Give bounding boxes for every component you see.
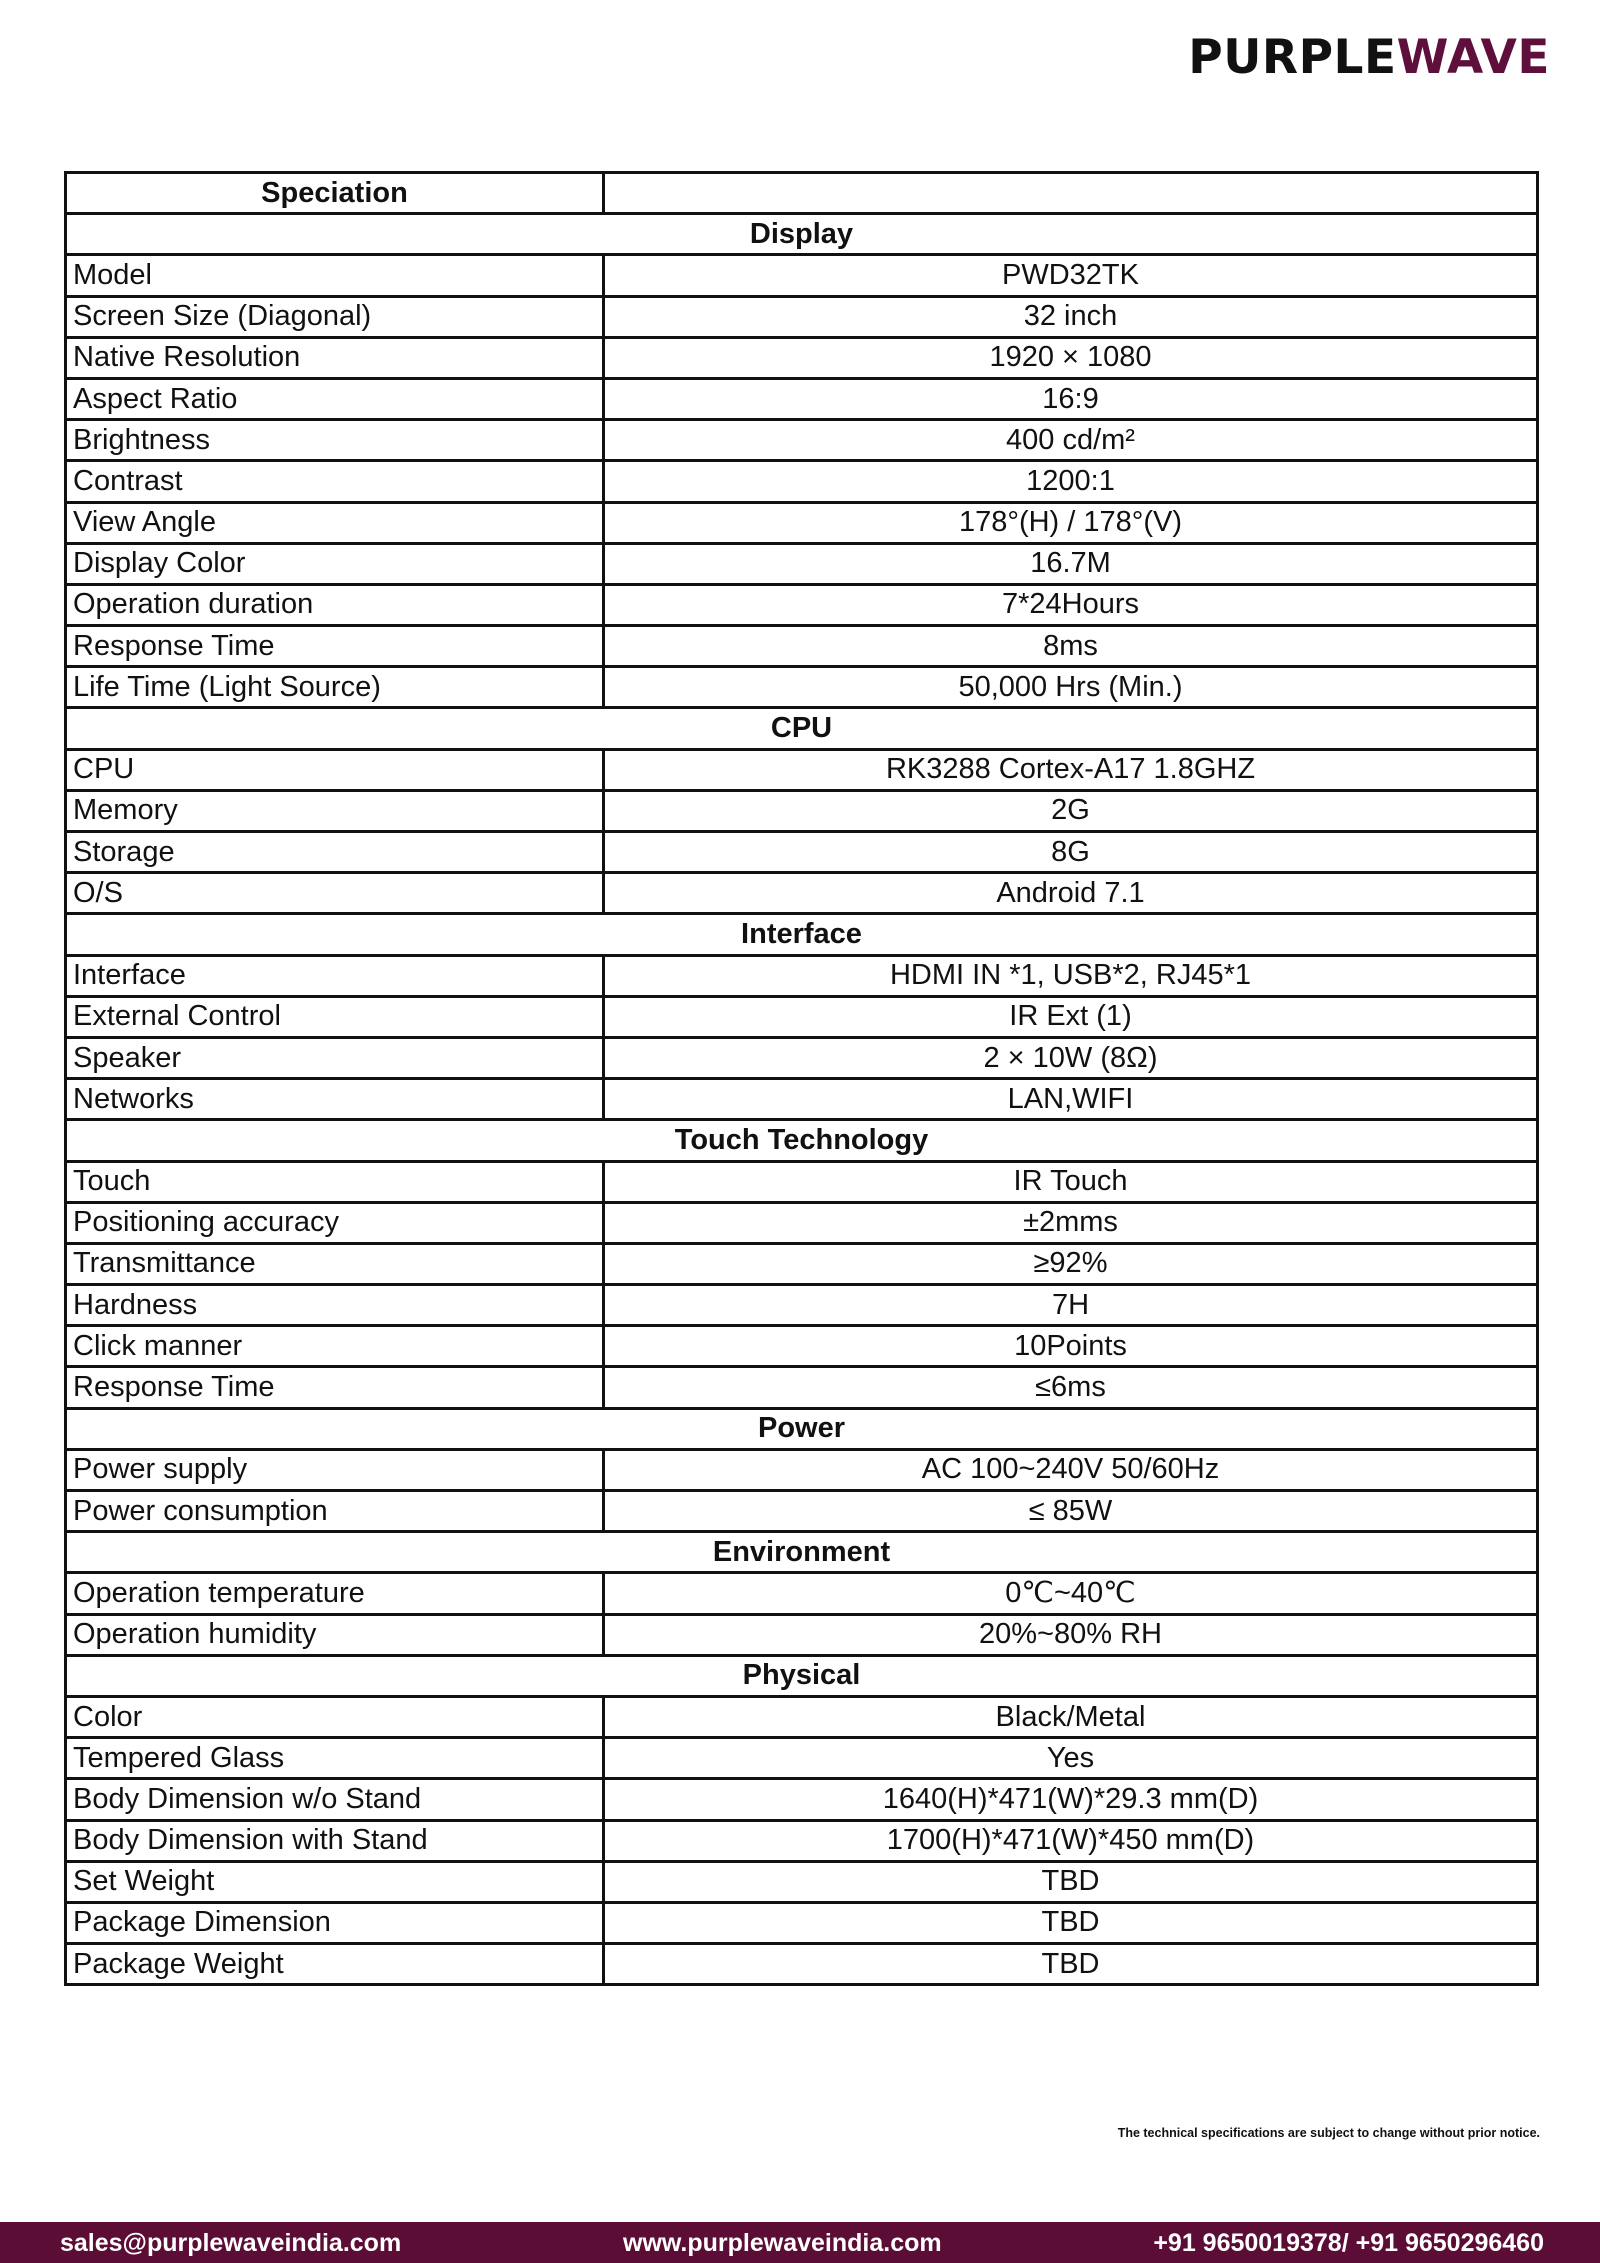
table-row xyxy=(66,296,1538,337)
spec-label: Screen Size (Diagonal) xyxy=(66,296,604,337)
spec-value: 2 × 10W (8Ω) xyxy=(604,1037,1538,1078)
spec-label: Power supply xyxy=(66,1449,604,1490)
section-row xyxy=(66,708,1538,749)
spec-label: Response Time xyxy=(66,1367,604,1408)
spec-label: O/S xyxy=(66,873,604,914)
spec-label: Body Dimension with Stand xyxy=(66,1820,604,1861)
table-row xyxy=(66,626,1538,667)
spec-label: Brightness xyxy=(66,420,604,461)
specification-table xyxy=(64,171,1539,1986)
spec-label: Native Resolution xyxy=(66,337,604,378)
spec-label: Set Weight xyxy=(66,1861,604,1902)
section-row xyxy=(66,914,1538,955)
spec-value: LAN,WIFI xyxy=(604,1079,1538,1120)
spec-label: Operation duration xyxy=(66,584,604,625)
spec-value: AC 100~240V 50/60Hz xyxy=(604,1449,1538,1490)
section-title: CPU xyxy=(66,708,1538,749)
spec-value: 20%~80% RH xyxy=(604,1614,1538,1655)
spec-value: RK3288 Cortex-A17 1.8GHZ xyxy=(604,749,1538,790)
table-row xyxy=(66,1202,1538,1243)
table-header-row xyxy=(66,173,1538,214)
header-speciation: Speciation xyxy=(66,173,604,214)
section-row xyxy=(66,214,1538,255)
section-title: Touch Technology xyxy=(66,1120,1538,1161)
section-title: Physical xyxy=(66,1655,1538,1696)
table-row xyxy=(66,420,1538,461)
spec-label: Touch xyxy=(66,1161,604,1202)
spec-label: Memory xyxy=(66,790,604,831)
footer-phone[interactable]: +91 9650019378/ +91 9650296460 xyxy=(1153,2229,1544,2257)
section-title: Environment xyxy=(66,1532,1538,1573)
spec-value: 1920 × 1080 xyxy=(604,337,1538,378)
table-row xyxy=(66,1161,1538,1202)
spec-value: IR Ext (1) xyxy=(604,996,1538,1037)
section-row xyxy=(66,1408,1538,1449)
table-row xyxy=(66,1944,1538,1985)
spec-label: Power consumption xyxy=(66,1491,604,1532)
table-row xyxy=(66,1243,1538,1284)
table-row xyxy=(66,1696,1538,1737)
spec-value: 7H xyxy=(604,1285,1538,1326)
spec-value: ≥92% xyxy=(604,1243,1538,1284)
spec-label: Body Dimension w/o Stand xyxy=(66,1779,604,1820)
table-row xyxy=(66,1326,1538,1367)
footer-website[interactable]: www.purplewaveindia.com xyxy=(623,2229,942,2257)
table-row xyxy=(66,461,1538,502)
table-row xyxy=(66,502,1538,543)
spec-value: 2G xyxy=(604,790,1538,831)
spec-label: Contrast xyxy=(66,461,604,502)
spec-label: Operation humidity xyxy=(66,1614,604,1655)
table-row xyxy=(66,1491,1538,1532)
table-row xyxy=(66,1779,1538,1820)
spec-label: External Control xyxy=(66,996,604,1037)
spec-value: 7*24Hours xyxy=(604,584,1538,625)
spec-label: Positioning accuracy xyxy=(66,1202,604,1243)
spec-value: PWD32TK xyxy=(604,255,1538,296)
spec-value: 50,000 Hrs (Min.) xyxy=(604,667,1538,708)
section-title: Power xyxy=(66,1408,1538,1449)
spec-label: Tempered Glass xyxy=(66,1738,604,1779)
spec-value: 10Points xyxy=(604,1326,1538,1367)
spec-value: 8ms xyxy=(604,626,1538,667)
table-row xyxy=(66,1037,1538,1078)
spec-label: Package Weight xyxy=(66,1944,604,1985)
table-row xyxy=(66,667,1538,708)
table-row xyxy=(66,543,1538,584)
table-row xyxy=(66,1861,1538,1902)
table-row xyxy=(66,996,1538,1037)
brand-logo xyxy=(1188,30,1550,85)
table-row xyxy=(66,955,1538,996)
spec-label: Operation temperature xyxy=(66,1573,604,1614)
spec-value: HDMI IN *1, USB*2, RJ45*1 xyxy=(604,955,1538,996)
logo-text-purple: PURPLE xyxy=(1188,30,1397,85)
spec-value: TBD xyxy=(604,1944,1538,1985)
table-row xyxy=(66,1614,1538,1655)
spec-label: Package Dimension xyxy=(66,1902,604,1943)
spec-label: CPU xyxy=(66,749,604,790)
table-row xyxy=(66,873,1538,914)
spec-value: ±2mms xyxy=(604,1202,1538,1243)
spec-label: Speaker xyxy=(66,1037,604,1078)
table-row xyxy=(66,1573,1538,1614)
spec-value: 16:9 xyxy=(604,378,1538,419)
spec-label: Response Time xyxy=(66,626,604,667)
spec-value: TBD xyxy=(604,1902,1538,1943)
spec-value: TBD xyxy=(604,1861,1538,1902)
spec-label: Aspect Ratio xyxy=(66,378,604,419)
section-title: Interface xyxy=(66,914,1538,955)
table-row xyxy=(66,584,1538,625)
spec-value: 1640(H)*471(W)*29.3 mm(D) xyxy=(604,1779,1538,1820)
table-row xyxy=(66,378,1538,419)
spec-value: 8G xyxy=(604,832,1538,873)
spec-label: Hardness xyxy=(66,1285,604,1326)
spec-label: Life Time (Light Source) xyxy=(66,667,604,708)
spec-value: 1700(H)*471(W)*450 mm(D) xyxy=(604,1820,1538,1861)
table-row xyxy=(66,1902,1538,1943)
spec-label: Color xyxy=(66,1696,604,1737)
spec-value: 1200:1 xyxy=(604,461,1538,502)
table-row xyxy=(66,1820,1538,1861)
spec-label: Storage xyxy=(66,832,604,873)
spec-value: 400 cd/m² xyxy=(604,420,1538,461)
logo-text-wave: WAVE xyxy=(1396,30,1550,85)
section-title: Display xyxy=(66,214,1538,255)
section-row xyxy=(66,1532,1538,1573)
table-row xyxy=(66,832,1538,873)
spec-value: ≤ 85W xyxy=(604,1491,1538,1532)
footer-email[interactable]: sales@purplewaveindia.com xyxy=(60,2229,402,2257)
spec-value: Android 7.1 xyxy=(604,873,1538,914)
table-row xyxy=(66,790,1538,831)
table-row xyxy=(66,1079,1538,1120)
table-row xyxy=(66,1738,1538,1779)
spec-label: Networks xyxy=(66,1079,604,1120)
spec-value: 0℃~40℃ xyxy=(604,1573,1538,1614)
table-row xyxy=(66,749,1538,790)
spec-value: ≤6ms xyxy=(604,1367,1538,1408)
section-row xyxy=(66,1655,1538,1696)
disclaimer-notice: The technical specifications are subject to change without prior notice. xyxy=(1117,2126,1540,2140)
spec-value: 32 inch xyxy=(604,296,1538,337)
table-row xyxy=(66,255,1538,296)
table-row xyxy=(66,1285,1538,1326)
spec-label: Interface xyxy=(66,955,604,996)
spec-value: 16.7M xyxy=(604,543,1538,584)
table-row xyxy=(66,337,1538,378)
spec-value: 178°(H) / 178°(V) xyxy=(604,502,1538,543)
section-row xyxy=(66,1120,1538,1161)
spec-label: Click manner xyxy=(66,1326,604,1367)
spec-value: Black/Metal xyxy=(604,1696,1538,1737)
spec-value: Yes xyxy=(604,1738,1538,1779)
table-row xyxy=(66,1367,1538,1408)
spec-label: Model xyxy=(66,255,604,296)
footer-bar xyxy=(0,2222,1600,2263)
spec-label: Transmittance xyxy=(66,1243,604,1284)
header-empty xyxy=(604,173,1538,214)
spec-label: View Angle xyxy=(66,502,604,543)
spec-value: IR Touch xyxy=(604,1161,1538,1202)
spec-label: Display Color xyxy=(66,543,604,584)
table-row xyxy=(66,1449,1538,1490)
